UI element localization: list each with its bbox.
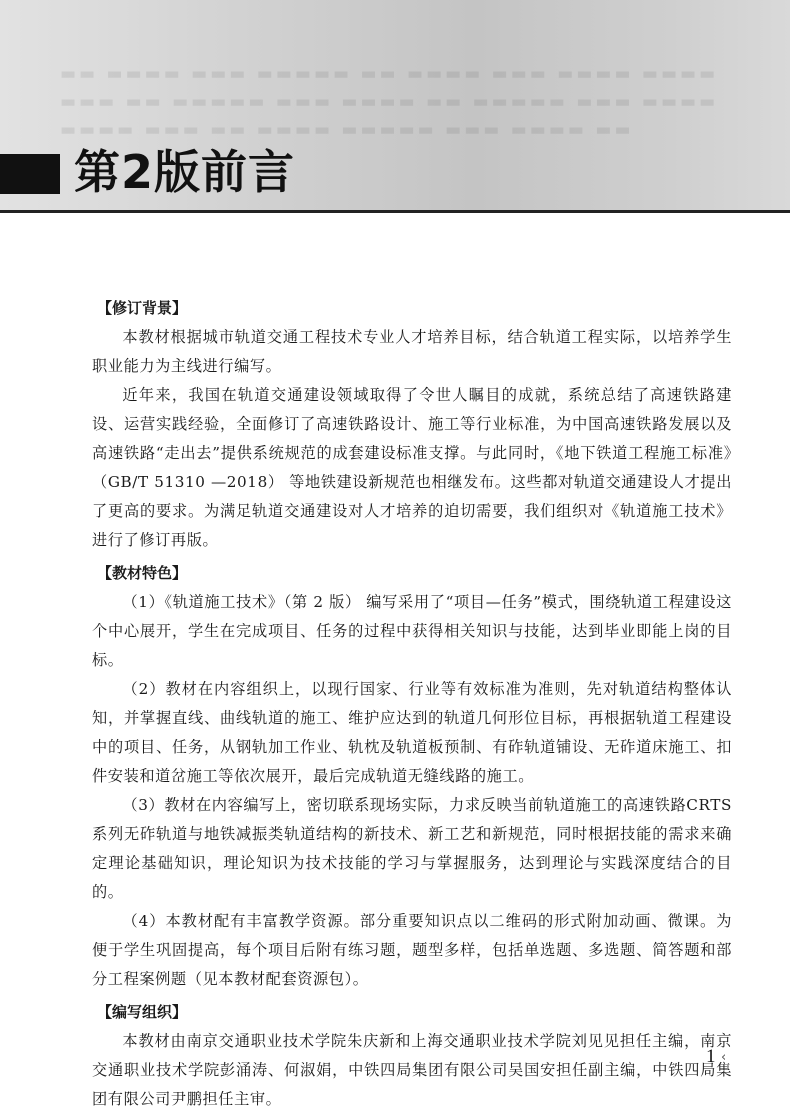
section-heading: 【编写组织】 <box>97 1003 188 1021</box>
header-rule <box>0 210 790 213</box>
paragraph: （2）教材在内容组织上，以现行国家、行业等有效标准为准则，先对轨道结构整体认知，并掌握直线、曲线轨道的施工、维护应达到的轨道几何形位目标，再根据轨道工程建设中的项目、任务，从钢轨加工作业、轨枕及轨道板预制、有砟轨道铺设、无砟道床施工、扣件安装和道岔施工等依次展开，最后完成轨道无缝线路的施工。 <box>92 680 732 785</box>
section-heading: 【修订背景】 <box>97 299 188 317</box>
revision-background-section <box>92 293 732 555</box>
bleed-through-texture: ▬▬▬▬ ▬▬▬ ▬▬ ▬▬▬▬ ▬▬▬▬▬ ▬▬▬ ▬▬▬▬ ▬▬ <box>60 120 634 140</box>
corner-arrow-icon: ‹ <box>721 1050 727 1065</box>
paragraph: 近年来，我国在轨道交通建设领域取得了令世人瞩目的成就，系统总结了高速铁路建设、运营实践经验，全面修订了高速铁路设计、施工等行业标准，为中国高速铁路发展以及高速铁路“走出去”提供系统规范的成套建设标准支撑。与此同时，《地下铁道工程施工标准》（GB/T 51310 —2018） 等地铁建设新规范也相继发布。这些都对轨道交通建设人才提出了更高的要求。为满足轨道交通建设对人才培养的迫切需要，我们组织对《轨道施工技术》进行了修订再版。 <box>92 386 732 549</box>
page-number: 1 <box>706 1046 716 1067</box>
paragraph: 本教材根据城市轨道交通工程技术专业人才培养目标，结合轨道工程实际，以培养学生职业能力为主线进行编写。 <box>92 328 732 375</box>
editorial-team-section <box>92 997 732 1114</box>
paragraph: （1）《轨道施工技术》（第 2 版） 编写采用了“项目—任务”模式，围绕轨道工程建设这个中心展开，学生在完成项目、任务的过程中获得相关知识与技能，达到毕业即能上岗的目标。 <box>92 593 732 669</box>
section-heading: 【教材特色】 <box>97 564 188 582</box>
paragraph: 本教材由南京交通职业技术学院朱庆新和上海交通职业技术学院刘见见担任主编，南京交通职业技术学院彭涌涛、何淑娟，中铁四局集团有限公司吴国安担任副主编，中铁四局集团有限公司尹鹏担任主审。 <box>92 1032 732 1108</box>
bleed-through-texture: ▬▬ ▬▬▬▬ ▬▬▬ ▬▬▬▬▬ ▬▬ ▬▬▬▬ ▬▬▬ ▬▬▬▬ ▬▬▬▬ <box>60 64 719 84</box>
page-title: 第2版前言 <box>74 145 296 199</box>
chapter-header <box>0 0 790 213</box>
paragraph: （3）教材在内容编写上，密切联系现场实际，力求反映当前轨道施工的高速铁路CRTS 系列无砟轨道与地铁减振类轨道结构的新技术、新工艺和新规范，同时根据技能的需求来确定理论基础知识，理论知识为技术技能的学习与掌握服务，达到理论与实践深度结合的目的。 <box>92 796 732 901</box>
paragraph: （4）本教材配有丰富教学资源。部分重要知识点以二维码的形式附加动画、微课。为便于学生巩固提高，每个项目后附有练习题，题型多样，包括单选题、多选题、简答题和部分工程案例题（见本教材配套资源包）。 <box>92 912 732 988</box>
textbook-features-section <box>92 558 732 994</box>
preface-body <box>92 290 732 1114</box>
bleed-through-texture: ▬▬▬ ▬▬ ▬▬▬▬▬ ▬▬▬ ▬▬▬▬ ▬▬ ▬▬▬▬▬ ▬▬▬ ▬▬▬▬ <box>60 92 719 112</box>
title-marker-block <box>0 154 60 194</box>
